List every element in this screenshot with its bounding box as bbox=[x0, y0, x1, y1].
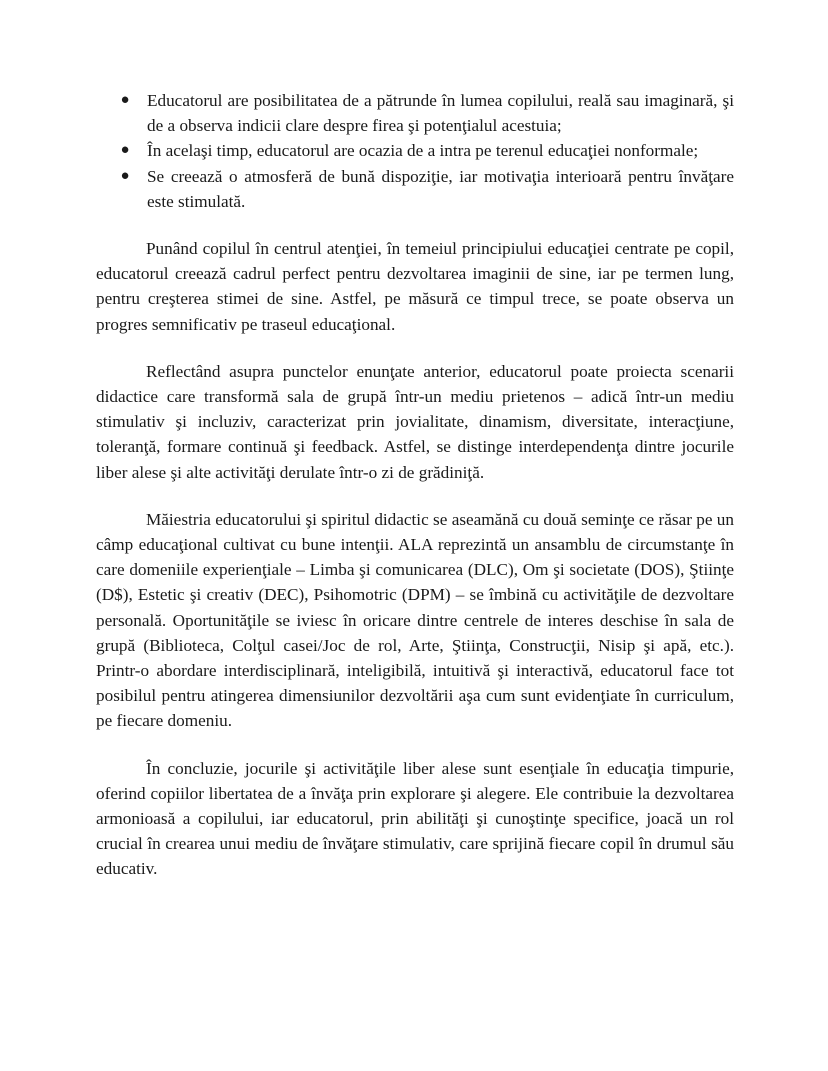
paragraph-child-centered-education: Punând copilul în centrul atenţiei, în temeiul principiului educaţiei centrate pe copil, educatorul creează cadrul perfect pentru dezvoltarea imaginii de sine, iar pe termen lung, pentru creşterea stimei de sine. Astfel, pe măsură ce timpul trece, se poate observa un progres semnificativ pe traseul educaţional. bbox=[96, 239, 734, 334]
list-item-text: În acelaşi timp, educatorul are ocazia de a intra pe terenul educaţiei nonformale; bbox=[147, 141, 699, 161]
spacer bbox=[96, 337, 734, 359]
list-item-text: Se creează o atmosferă de bună dispoziţie, iar motivaţia interioară pentru învăţare este stimulată. bbox=[147, 166, 734, 211]
bullet-marker-icon: ● bbox=[120, 142, 130, 159]
benefits-bullet-list bbox=[96, 88, 734, 214]
document-body bbox=[96, 88, 734, 882]
paragraph-didactic-scenarios: Reflectând asupra punctelor enunţate anterior, educatorul poate proiecta scenarii didactice care transformă sala de grupă într-un mediu prietenos – adică într-un mediu stimulativ şi incluziv, caracterizat prin jovialitate, dinamism, diversitate, interacţiune, toleranţă, formare continuă şi feedback. Astfel, se distinge interdependenţa dintre jocurile liber alese şi alte activităţi derulate într-o zi de grădiniţă. bbox=[96, 361, 734, 482]
list-item bbox=[96, 164, 734, 214]
bullet-marker-icon: ● bbox=[120, 167, 130, 184]
list-item bbox=[96, 138, 734, 163]
paragraph-conclusion: În concluzie, jocurile şi activităţile liber alese sunt esenţiale în educaţia timpurie, oferind copiilor libertatea de a învăţa prin explorare şi alegere. Ele contribuie la dezvoltarea armonioasă a copilului, iar educatorul, prin abilităţi şi cunoştinţe specifice, joacă un rol crucial în crearea unui mediu de învăţare stimulativ, care sprijină fiecare copil în drumul său educativ. bbox=[96, 758, 734, 879]
spacer bbox=[96, 485, 734, 507]
list-item bbox=[96, 88, 734, 138]
spacer bbox=[96, 734, 734, 756]
paragraph-ala-experiential-domains: Măiestria educatorului şi spiritul didactic se aseamănă cu două seminţe ce răsar pe un câmp educaţional cultivat cu bune intenţii. ALA reprezintă un ansamblu de circumstanţe în care domeniile experienţiale – Limba şi comunicarea (DLC), Om şi societate (DOS), Ştiinţe (D$), Estetic şi creativ (DEC), Psihomotric (DPM) – se îmbină cu activităţile de dezvoltare personală. Oportunităţile se iviesc în oricare dintre centrele de interes deschise în sala de grupă (Biblioteca, Colţul casei/Joc de rol, Arte, Ştiinţa, Construcţii, Nisip şi apă, etc.). Printr-o abordare interdisciplinară, inteligibilă, intuitivă şi interactivă, educatorul face tot posibilul pentru atingerea dimensiunilor dezvoltării aşa cum sunt evidenţiate în curriculum, pe fiecare domeniu. bbox=[96, 509, 734, 731]
spacer bbox=[96, 214, 734, 236]
bullet-marker-icon: ● bbox=[120, 92, 130, 108]
list-item-text: Educatorul are posibilitatea de a pătrunde în lumea copilului, reală sau imaginară, şi de a observa indicii clare despre firea şi potenţialul acestuia; bbox=[147, 91, 734, 136]
